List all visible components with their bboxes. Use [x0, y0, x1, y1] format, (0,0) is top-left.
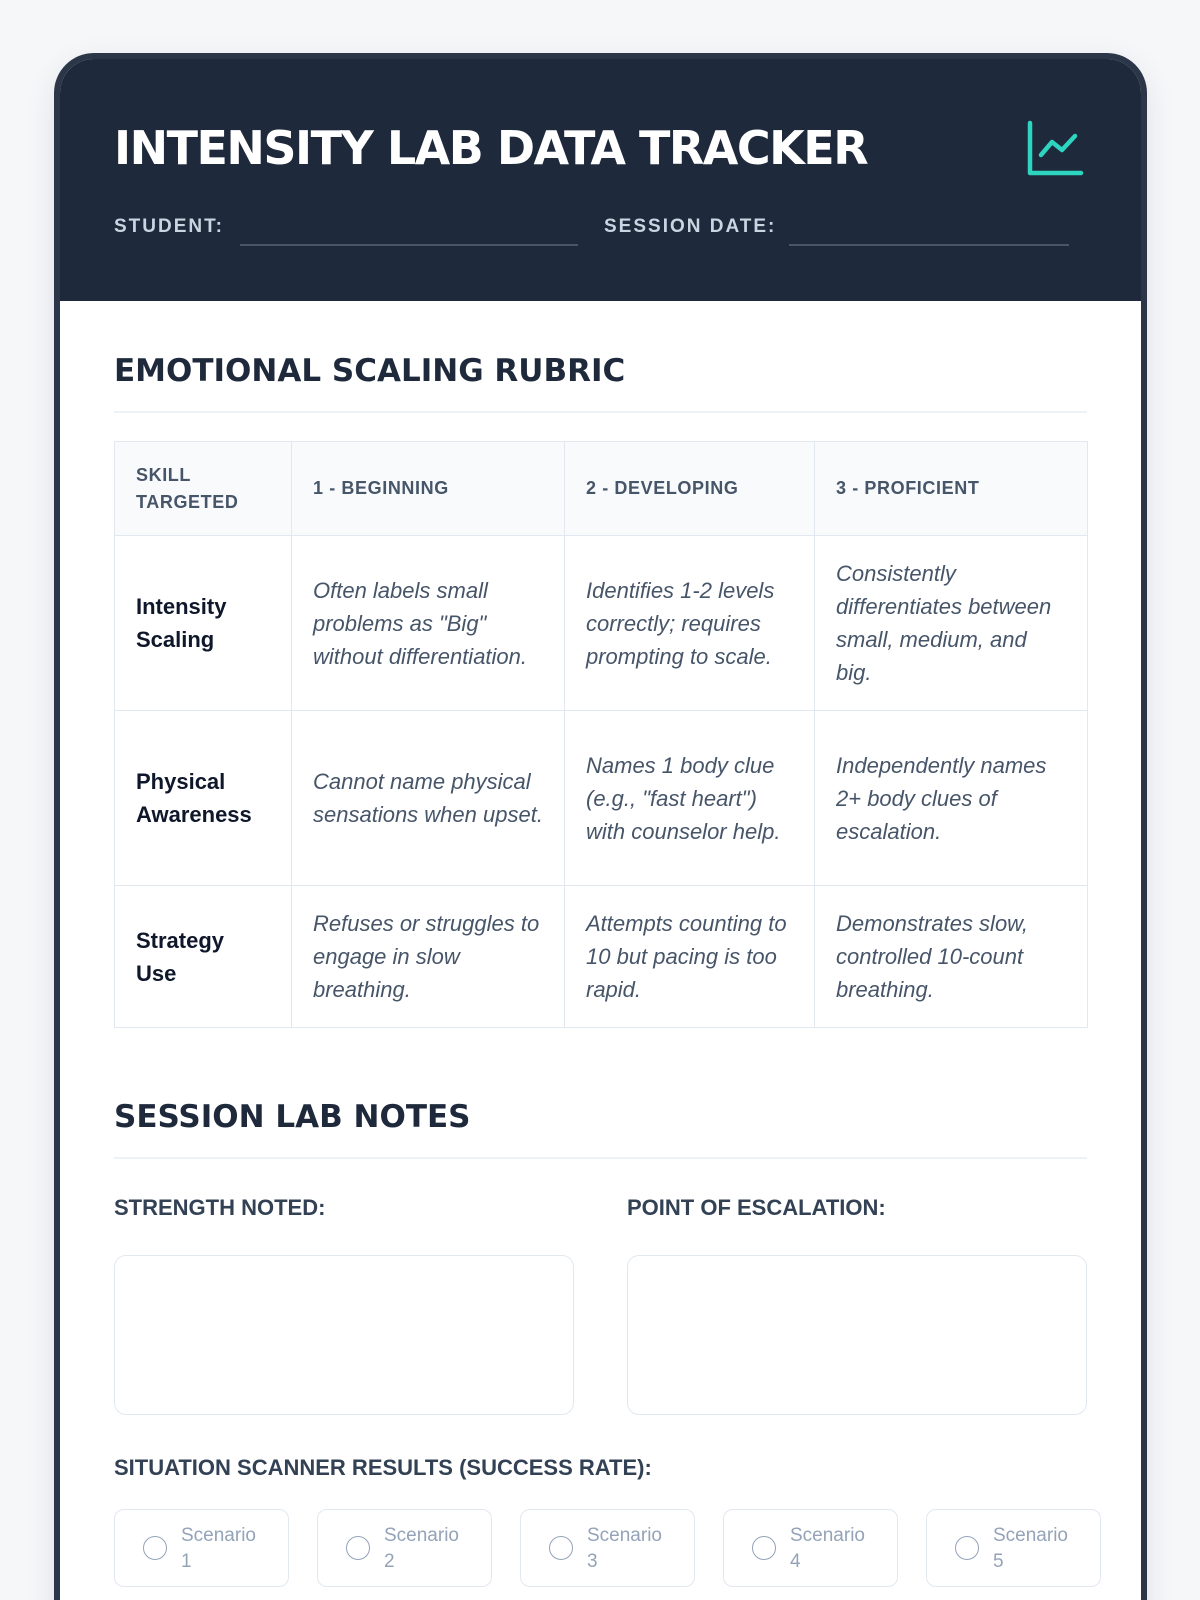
proficient-cell: Independently names 2+ body clues of escalation. — [815, 711, 1088, 886]
developing-cell: Attempts counting to 10 but pacing is too rapid. — [565, 886, 815, 1028]
scenario-label: Scenario 5 — [993, 1525, 1068, 1572]
column-header-developing: 2 - DEVELOPING — [565, 442, 815, 536]
scenario-option-2[interactable] — [317, 1509, 492, 1587]
tracker-card — [54, 53, 1147, 1600]
developing-cell: Names 1 body clue (e.g., "fast heart") with counselor help. — [565, 711, 815, 886]
student-field[interactable] — [240, 244, 578, 246]
scenario-label: Scenario 4 — [790, 1525, 865, 1572]
skill-cell: Physical Awareness — [115, 711, 292, 886]
chart-line-icon — [1025, 119, 1085, 179]
notes-divider — [114, 1157, 1087, 1159]
proficient-cell: Demonstrates slow, controlled 10-count breathing. — [815, 886, 1088, 1028]
radio-circle-icon[interactable] — [955, 1536, 979, 1560]
radio-circle-icon[interactable] — [143, 1536, 167, 1560]
table-row — [115, 711, 1088, 886]
proficient-cell: Consistently differentiates between small, medium, and big. — [815, 536, 1088, 711]
table-header-row — [115, 442, 1088, 536]
header-banner — [60, 59, 1141, 301]
scanner-label: SITUATION SCANNER RESULTS (SUCCESS RATE): — [114, 1455, 652, 1480]
strength-notes-input[interactable] — [114, 1255, 574, 1415]
strength-label: STRENGTH NOTED: — [114, 1195, 326, 1220]
table-row — [115, 536, 1088, 711]
rubric-divider — [114, 411, 1087, 413]
student-label: STUDENT: — [114, 216, 224, 237]
scenario-option-3[interactable] — [520, 1509, 695, 1587]
rubric-title: EMOTIONAL SCALING RUBRIC — [114, 353, 626, 389]
column-header-skill: SKILL TARGETED — [115, 442, 292, 536]
scenario-option-5[interactable] — [926, 1509, 1101, 1587]
rubric-table — [114, 441, 1088, 1028]
scenario-option-4[interactable] — [723, 1509, 898, 1587]
notes-title: SESSION LAB NOTES — [114, 1099, 471, 1135]
scenario-label: Scenario 1 — [181, 1525, 256, 1572]
session-date-field[interactable] — [789, 244, 1069, 246]
scenario-label: Scenario 2 — [384, 1525, 459, 1572]
radio-circle-icon[interactable] — [752, 1536, 776, 1560]
radio-circle-icon[interactable] — [346, 1536, 370, 1560]
column-header-proficient: 3 - PROFICIENT — [815, 442, 1088, 536]
escalation-label: POINT OF ESCALATION: — [627, 1195, 886, 1220]
table-row — [115, 886, 1088, 1028]
column-header-beginning: 1 - BEGINNING — [292, 442, 565, 536]
developing-cell: Identifies 1-2 levels correctly; requires prompting to scale. — [565, 536, 815, 711]
skill-cell: Strategy Use — [115, 886, 292, 1028]
scenario-option-1[interactable] — [114, 1509, 289, 1587]
page-title: INTENSITY LAB DATA TRACKER — [114, 121, 868, 175]
session-date-label: SESSION DATE: — [604, 216, 777, 237]
beginning-cell: Cannot name physical sensations when upset. — [292, 711, 565, 886]
escalation-notes-input[interactable] — [627, 1255, 1087, 1415]
beginning-cell: Refuses or struggles to engage in slow breathing. — [292, 886, 565, 1028]
skill-cell: Intensity Scaling — [115, 536, 292, 711]
scenario-label: Scenario 3 — [587, 1525, 662, 1572]
radio-circle-icon[interactable] — [549, 1536, 573, 1560]
beginning-cell: Often labels small problems as "Big" without differentiation. — [292, 536, 565, 711]
